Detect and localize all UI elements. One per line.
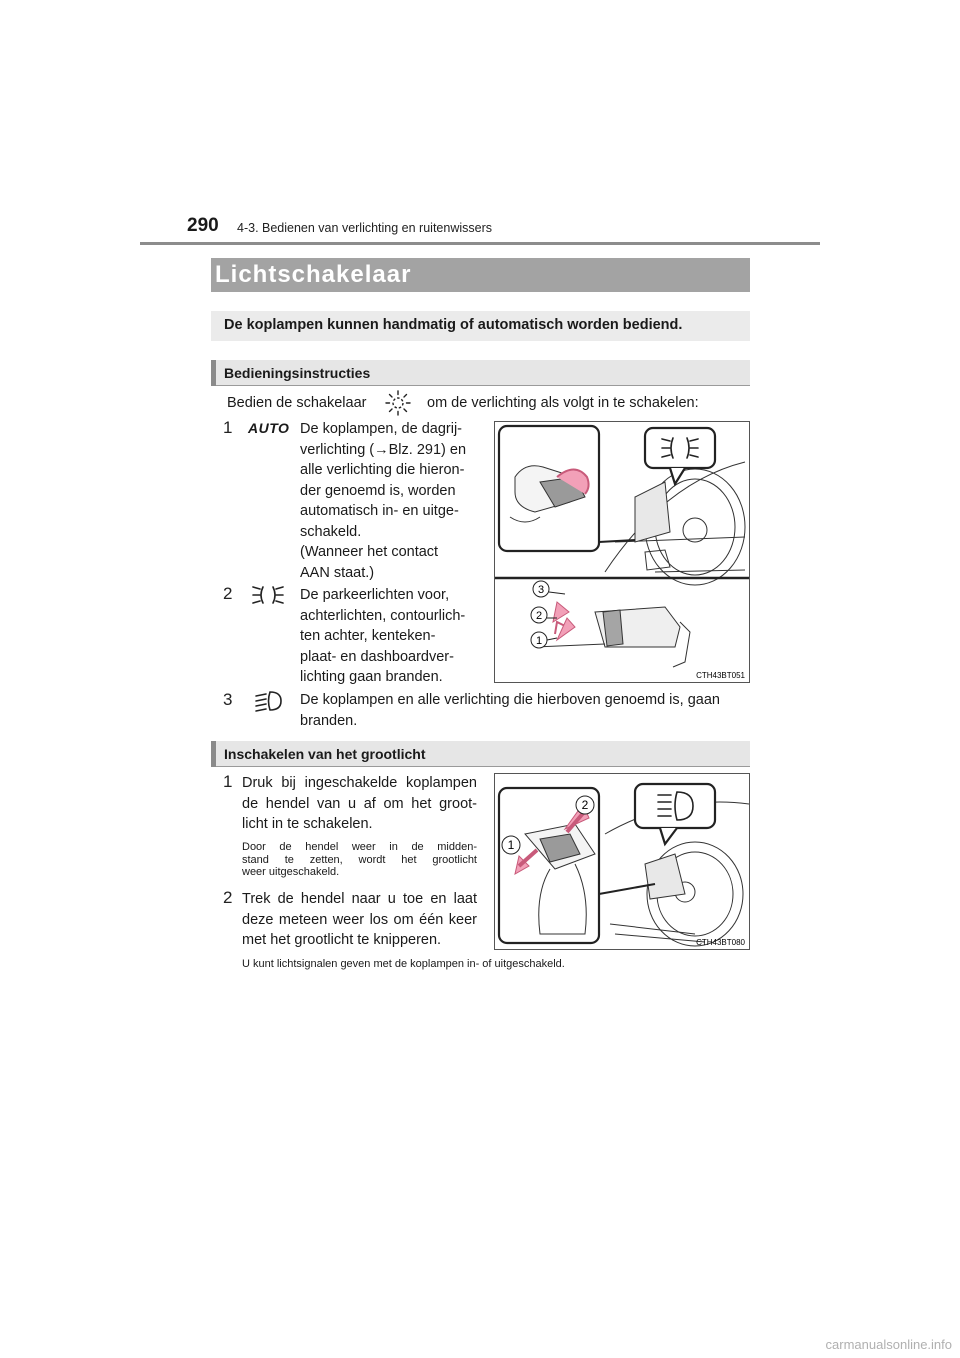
figure-code: CTH43BT051 bbox=[696, 671, 745, 680]
callout-2: 2 bbox=[535, 610, 543, 622]
high-beam-illustration bbox=[495, 774, 749, 949]
callout-1: 1 bbox=[507, 838, 515, 852]
item-number: 1 bbox=[223, 418, 233, 437]
page-title: Lichtschakelaar bbox=[215, 261, 412, 288]
lead-after: om de verlichting als volgt in te schakelen: bbox=[427, 395, 699, 411]
item-text-headlights: De koplampen en alle verlichting die hierboven genoemd is, gaan branden. bbox=[300, 692, 720, 729]
callout-2: 2 bbox=[581, 798, 589, 812]
subheading-highbeam-text: Inschakelen van het grootlicht bbox=[224, 746, 426, 762]
note-highbeam-off: Door de hendel weer in de midden- stand te zetten, wordt het grootlicht weer uitgeschakeld. bbox=[242, 841, 477, 878]
title-bar bbox=[211, 258, 750, 292]
watermark: carmanualsonline.info bbox=[825, 1337, 952, 1352]
callout-3: 3 bbox=[537, 584, 545, 596]
light-switch-illustration bbox=[495, 422, 749, 682]
figure-light-switch bbox=[494, 421, 750, 683]
figure-code: CTH43BT080 bbox=[696, 938, 745, 947]
light-switch-icon bbox=[383, 389, 413, 417]
intro-bar bbox=[211, 311, 750, 341]
subheading-highbeam bbox=[211, 741, 750, 767]
figure-high-beam bbox=[494, 773, 750, 950]
auto-icon: AUTO bbox=[248, 420, 290, 436]
subheading-operation-text: Bedieningsinstructies bbox=[224, 365, 371, 381]
item-text-highbeam-on: Druk bij ingeschakelde koplampen de hendel van u af om het groot- licht in te schakelen. bbox=[242, 775, 477, 832]
item-number: 3 bbox=[223, 690, 233, 709]
running-header: 4-3. Bedienen van verlichting en ruitenwissers bbox=[237, 221, 492, 235]
lead-before: Bedien de schakelaar bbox=[227, 395, 367, 411]
intro-text: De koplampen kunnen handmatig of automatisch worden bediend. bbox=[224, 317, 683, 333]
item-number: 2 bbox=[223, 888, 233, 907]
note-flash: U kunt lichtsignalen geven met de koplampen in- of uitgeschakeld. bbox=[242, 958, 565, 970]
parking-lights-icon bbox=[250, 582, 286, 608]
item-text-parking: De parkeerlichten voor, achterlichten, contourlich- ten achter, kenteken- plaat- en dashboardver- lichting gaan branden. bbox=[300, 587, 466, 685]
item-text-flash: Trek de hendel naar u toe en laat deze meteen weer los om één keer met het grootlicht te knipperen. bbox=[242, 891, 477, 948]
subheading-operation bbox=[211, 360, 750, 386]
page-number: 290 bbox=[187, 215, 219, 236]
item-text-auto: De koplampen, de dagrij- verlichting (→Blz. 291) en alle verlichting die hieron- der genoemd is, worden automatisch in- en uitge- schakeld. (Wanneer het contact AAN staat.) bbox=[300, 421, 467, 581]
callout-1: 1 bbox=[535, 635, 543, 647]
item-number: 2 bbox=[223, 584, 233, 603]
item-number: 1 bbox=[223, 772, 233, 791]
header-rule bbox=[140, 242, 820, 245]
headlight-icon bbox=[252, 688, 284, 714]
